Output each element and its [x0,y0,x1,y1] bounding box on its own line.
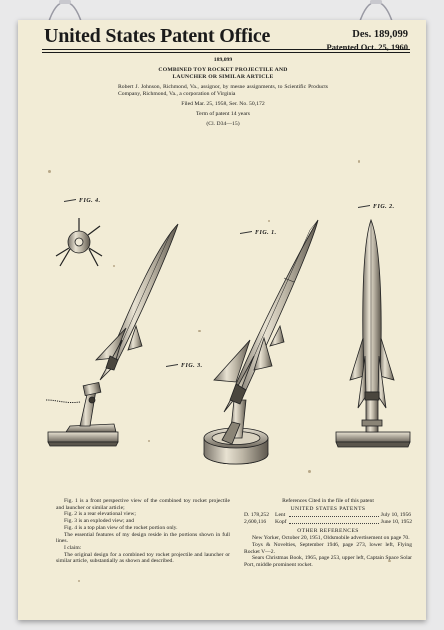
fig-2-rear-elevation-drawing [336,220,410,447]
patent-ref-number: 2,600,116 [244,519,267,526]
patent-drawings [18,20,426,490]
patented-date: Patented Oct. 25, 1960 [326,42,408,52]
description-line: Fig. 4 is a top plan view of the rocket portion only. [64,524,178,531]
patent-ref-date: July 10, 1956 [380,512,412,519]
assignor-text: Robert J. Johnson, Richmond, Va., assignor, by mesne assignments, to Scientific Products Company, Richmond, Va., a corporation of Virginia [118,84,328,97]
list-item: Toys & Novelties, September 1946, page 273, lower left, Flying Rocket V—2. [244,541,412,555]
description-line: Fig. 2 is a rear elevational view; [64,511,136,518]
description-line: The essential features of my design reside in the portions shown in full lines. [56,531,230,545]
figure-description [56,498,230,565]
design-patent-number: Des. 189,099 [352,29,408,40]
patent-number: 189,099 [213,57,233,63]
patent-ref-date: June 10, 1952 [380,519,412,526]
fig-1-label: FIG. 1. [240,230,277,236]
leader-dots [287,512,381,519]
article-title-line: LAUNCHER OR SIMILAR ARTICLE [172,74,274,80]
claim-label: I claim: [64,544,82,551]
fig-1-perspective-drawing [204,220,318,464]
claim-text: The original design for a combined toy rocket projectile and launcher or similar article, substantially as shown and described. [56,551,230,565]
filed-line: Filed Mar. 25, 1958, Ser. No. 50,172 [181,101,265,107]
other-references-heading: OTHER REFERENCES [297,528,359,535]
term-line: Term of patent 14 years [196,111,250,117]
list-item: Sears Christmas Book, 1965, page 253, upper left, Captain Space Solar Port, middle prominent rocket. [244,555,412,568]
description-line: Fig. 1 is a front perspective view of the combined toy rocket projectile and launcher or similar article; [56,498,230,511]
fig-2-label: FIG. 2. [358,204,395,210]
article-title-line: COMBINED TOY ROCKET PROJECTILE AND [158,67,288,73]
list-item: New Yorker, October 20, 1951, Oldsmobile advertisement on page 70. [252,535,410,542]
patent-ref-number: D. 178,252 [244,512,270,519]
other-references-list [244,535,412,569]
paper-speck [78,580,80,582]
class-line: (Cl. D34—15) [206,121,240,127]
description-line: Fig. 3 is an exploded view; and [64,518,135,525]
office-title: United States Patent Office [44,25,271,47]
table-row [244,512,412,519]
references-cited [244,498,412,569]
references-heading: References Cited in the file of this patent [282,498,374,504]
fig-3-label: FIG. 3. [166,363,203,369]
patent-ref-name: Kopf [275,519,287,526]
fig-4-label: FIG. 4. [64,198,101,204]
us-patents-table [244,512,412,526]
leader-dots [287,519,381,526]
table-row [244,519,412,526]
fig-4-top-view-drawing [56,218,102,266]
patent-poster [18,20,426,620]
patent-ref-name: Lent [275,512,286,519]
us-patents-heading: UNITED STATES PATENTS [290,505,366,512]
